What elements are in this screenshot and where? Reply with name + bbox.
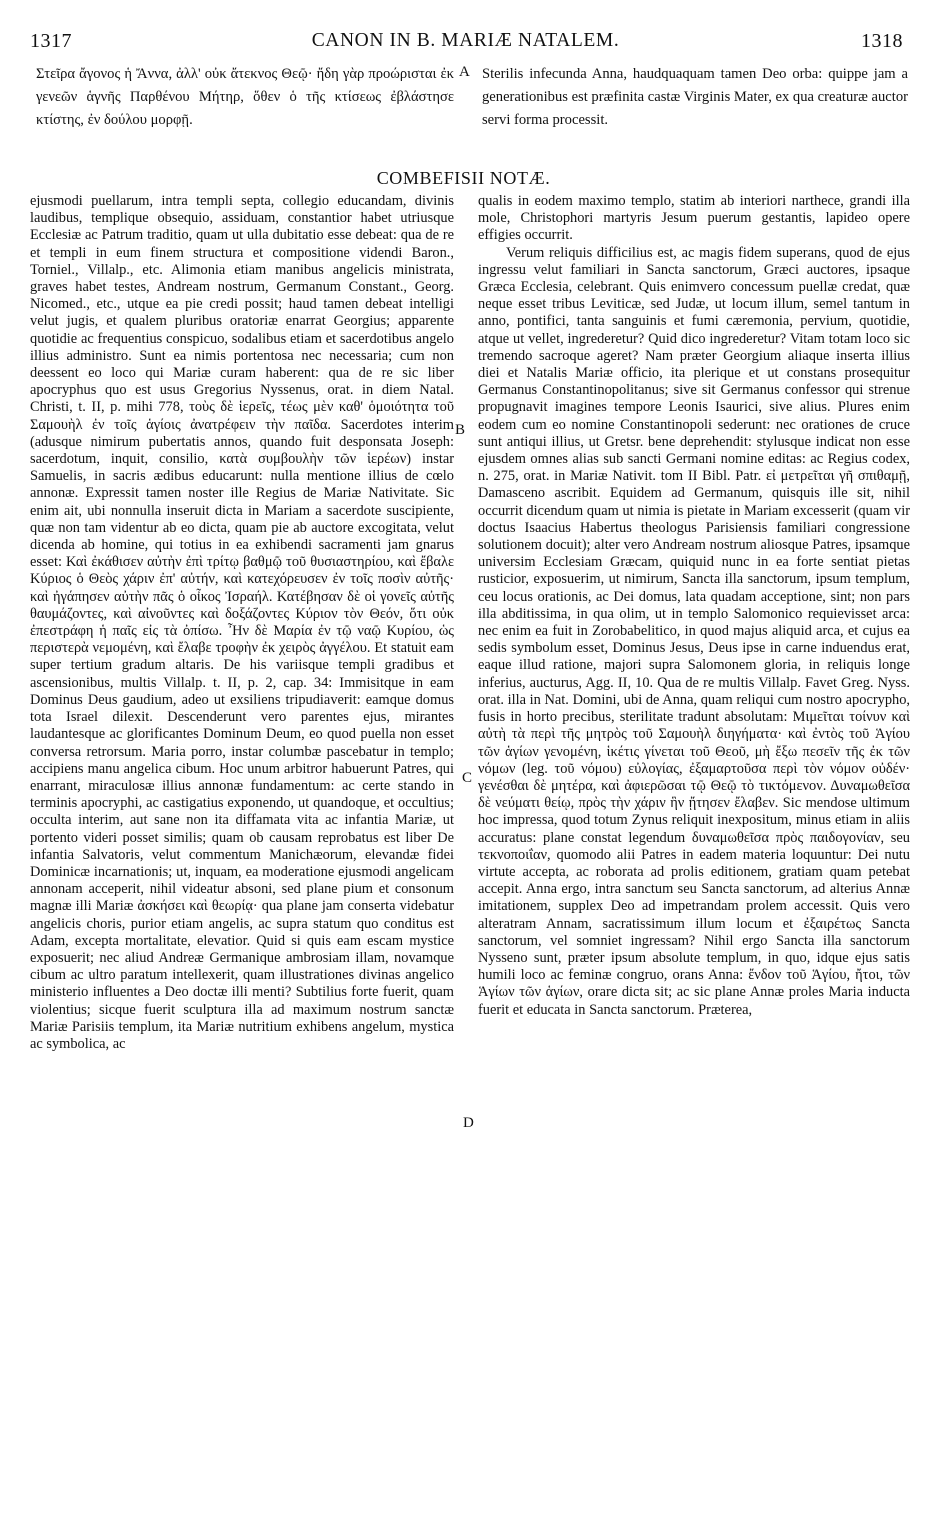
running-title: CANON IN B. MARIÆ NATALEM. [311, 30, 620, 51]
right-column-number: 1318 [861, 30, 903, 52]
greek-canon-text: Στεῖρα ἄγονος ἡ Ἄννα, ἀλλ' οὐκ ἄτεκνος Θεῷ· ἤδη γὰρ προώρισται ἐκ γενεῶν ἁγνῆς Παρθένου Μήτηρ, ὅθεν ὁ τῆς κτίσεως ἐβλάστησε κτίστης, ἐν δούλου μορφῇ. [36, 66, 454, 128]
section-heading: COMBEFISII NOTÆ. [376, 168, 551, 188]
right-notes-column [478, 193, 910, 1019]
margin-letter-d: D [463, 1115, 474, 1131]
latin-canon-text: Sterilis infecunda Anna, haudquaquam tamen Deo orba: quippe jam a generationibus est præfinita castæ Virginis Mater, ex qua creaturæ auctor servi forma processit. [482, 66, 908, 128]
left-column-number: 1317 [30, 30, 72, 52]
left-notes-column [30, 193, 454, 1053]
left-column-paragraph: ejusmodi puellarum, intra templi septa, collegio educandam, divinis laudibus, templique obsequio, assiduam, constantior habet utriusque Ecclesiæ ac Patrum traditio, quam ut ulla dubitatio esse debeat: qua de re et templi in eum finem structura et compositione videndi Baron., Torniel., Villalp., etc. Alimonia etiam manibus angelicis ministrata, graves habet testes, Andream nostrum, Germanum Constant., Georg. Nicomed., etc., utque ea pie credi possit; haud tamen debeat intelligi velut jugis, et qualem pluribus oratoriæ enarrat Georgius; apparente quotidie ac frequentius conspicuo, sodalibus etiam et sacerdotibus angelo illius administro. Sunt ea nimis portentosa nec necessaria; cum non deessent eo loco qui Mariæ curam haberent: qua de re sic liber apocryphus quo est usus Gregorius Nyssenus, orat. in diem Natal. Christi, t. II, p. mihi 778, τοὺς δὲ ἱερεῖς, τέως μὲν καθ' ὁμοιότητα τοῦ Σαμουὴλ ἐν τοῖς ἁγίοις ἀνατρέφειν τὴν παῖδα. Sacerdotes interim (adusque nimirum pubertatis annos, quando fuit desponsata Joseph: sacerdotum, inquit, consilio, κατὰ συμβουλὴν τῶν ἱερέων) instar Samuelis, in sacris ædibus educarunt: nulla mentione illius de cœlo annonæ. Expressit tamen noster ille Regius de Mariæ Nativitate. Sic enim ait, ubi nonnulla inseruit dicta in Mariam a sacerdote suscipiente, quæ non tam videntur ab eo dicta, quam pie ab auctore excogitata, velut dicenda ab homine, qui totius in ea exhibendi sacramenti jam gnarus esset: Καὶ ἐκάθισεν αὐτὴν ἐπὶ τρίτῳ βαθμῷ τοῦ θυσιαστηρίου, καὶ ἔβαλε Κύριος ὁ Θεὸς χάριν ἐπ' αὐτήν, καὶ κατεχόρευσεν ἐν τοῖς ποσὶν αὐτῆς· καὶ ἠγάπησεν αὐτὴν πᾶς ὁ οἶκος Ἰσραήλ. Κατέβησαν δὲ οἱ γονεῖς αὐτῆς θαυμάζοντες, καὶ αἰνοῦντες καὶ δοξάζοντες Κύριον τὸν Θεόν, ὅτι οὐκ ἐπεστράφη ἡ παῖς εἰς τὰ ὀπίσω. Ἦν δὲ Μαρία ἐν τῷ ναῷ Κυρίου, ὡς περιστερὰ νεμομένη, καὶ ἔλαβε τροφὴν ἐκ χειρὸς ἀγγέλου. Et statuit eam super tertium gradum altaris. De his variisque templi gradibus et ascensionibus, multis Villalp. t. II, p. 2, cap. 34: Immisitque in eam Dominus Deus gaudium, adeo ut exsiliens tripudiaverit: eamque domus tota Israel dilexit. Descenderunt vero parentes ejus, mirantes laudantesque ac glorificantes Dominum Deum, eo quod puella non esset conversa retrorsum. Maria porro, instar columbæ pascebatur in templo; accipiens manu angelica cibum. Hoc unum arbitror habuerunt Patres, qui enarrant, miraculosæ illius annonæ fundamentum: ac certe stando in terminis apocryphi, ac castigatius exponendo, ut quandoque, et occultius; occulta interim, aut sane non ita diffamata vita ac infantia Mariæ, ut portento videri posset similis; quam ob causam reprobatus est liber De infantia Salvatoris, velut commentum Manichæorum, elevandæ fidei Dominicæ incarnationis; ut, inquam, ea moderatione ejusmodi angelicam annonam acceperit, nihil videatur absoni, sed plane pium et consonum magnæ illi Mariæ ἀσκήσει καὶ θεωρίᾳ· qua plane jam conserta videbatur angelicis choris, purior etiam angelis, ac supra statum quo conditus est Adam, excepta mortalitate, elevatior. Quid si quis eam escam mystice exposuerit; nec aliud Andreæ Germanique ambrosiam illam, novamque cibum ac ultro paratum intellexerit, quam illustrationes divinas angelico ministerio influentes a Deo doctæ illi menti? Subtilius forte fuerit, quam violentius; sicque fuerit sculptura illa ad maximum nostrum sanctæ Mariæ Parisiis templum, ita Mariæ nutritium exhibens angelum, mystica ac symbolica, ac [30, 193, 454, 1052]
margin-letter-b: B [455, 422, 466, 438]
margin-letter-c: C [462, 770, 473, 786]
right-column-paragraph: Verum reliquis difficilius est, ac magis fidem superans, quod de ejus ingressu velut familiari in Sancta sanctorum, Græci auctores, ipsaque Græca Ecclesia, celebrant. Quis enimvero concessum puellæ credat, quæ neque esset tribus Leviticæ, sed Judæ, ut locum illum, semel tantum in anno, pontifici, tanta sanguinis et fumi cæremonia, pervium, quotidie, atque ut vellet, ingrederetur? Quid dico ingrederetur? Vitam totam loco sic tremendo sacroque ageret? Nam præter Georgium aliaque inserta illius diei et Natalis Mariæ officio, ita plerique et ut constans prosequitur Germanus Constantinopolitanus; sive sit Germanus confessor qui strenue propugnavit imagines tempore Leonis Isaurici, sive alius. Plures enim eodem cum eo nomine Constantinopoli sederunt: nec orationes de cruce sunt antiqui illius, ut Gretsr. bene deprehendit: stylusque indicat non esse ejusdem omnes alias sub sancti Germani nomine editas: ac Regius codex, n. 275, orat. in Mariæ Nativit. tom II Bibl. Patr. εἰ μετρεῖται γῆ σπιθαμῇ, Damasceno ascribit. Equidem ad Germanum, quisquis ille sit, nihil occurrit dicendum quam ut nimia is pietate in Mariam excesserit (quam vir doctus Isaacius Habertus theologus Parisiensis familiari congressione solutionem docuit); alter vero Andream nostrum aliosque Patres, ipsamque universim Ecclesiam Græcam, quiquid nunc in ea forte sentiat pietas rusticior, exposuerim, ut nimirum, Sancta illa sanctorum, ipsum templum, ceu locus orationis, ac Dei domus, lata quadam acceptione, sint; non pars illa abditissima, in qua olim, ut in templo Salomonico requievisset arca: nec enim ea fuit in Zorobabelitico, in quod majus aliquid arca, et cujus ea sedis symbolum esset, Dominus Jesus, Deus ipse in carne induendus erat, eaque illud ratione, majori supra Salomonem gloria, in reliquis longe inferius, aucturus, Agg. II, 10. Qua de re multis Villalp. Favet Greg. Nyss. orat. illa in Nat. Domini, ubi de Anna, quam reliqui cum nostro apocrypho, fusis in horto precibus, sterilitate tradunt absolutam: Μιμεῖται τοίνυν καὶ αὐτὴ τὰ περὶ τῆς μητρὸς τοῦ Σαμουὴλ διηγήματα· καὶ ἐντὸς τοῦ Ἁγίου τῶν ἁγίων γενομένη, ἱκέτις γίνεται τοῦ Θεοῦ, μὴ ἔξω πεσεῖν τῆς ἐκ τῶν νόμων (leg. τοῦ νόμου) εὐλογίας, ἐξαμαρτοῦσα περὶ τὸν νόμον οὐδέν· γενέσθαι δὲ μητέρα, καὶ ἀφιερῶσαι τῷ Θεῷ τὸ τικτόμενον. Δυναμωθεῖσα δὲ νεύματι θείῳ, πρὸς τὴν χάριν ἣν ᾔτησεν ἔλαβεν. Sic mendose ultimum hoc impressa, quod totum Zynus reliquit inexpositum, minus etiam in aliis accuratus: plane constat legendum δυναμωθεῖσα πρὸς παιδογονίαν, seu τεκνοποιΐαν, quomodo alii Patres in eadem materia loquuntur: Dei nutu virtute accepta, ac roborata ad prolis editionem, gratiam quam petebat accepit. Anna ergo, intra sanctum seu Sancta sanctorum, ad alterius Annæ imitationem, supplex Deo ad impetrandam prolem accessit. Quis vero alteratram Annam, sacratissimum illum locum et ἐξαιρέτως Sancta sanctorum, vel somniet ingressam? Nihil ergo Sancta illa sanctorum Nysseno sunt, præter ipsum absolute templum, in quo, idque ejus satis humili loco ac feminæ congruo, orans Anna: ἔνδον τοῦ Ἁγίου, ἤτοι, τῶν Ἁγίων τῶν ἁγίων, orare dicta sit; ac sic plane Annæ proles Maria inducta fuerit et educata in Sancta sanctorum. Præterea, [478, 244, 910, 1018]
running-header [22, 30, 909, 60]
margin-letter-a: A [459, 64, 470, 80]
right-column-paragraph: qualis in eodem maximo templo, statim ab interiori narthece, grandi illa mole, Christophori martyris Jesum puerum gestantis, lapideo opere effigies occurrit. [478, 193, 910, 244]
